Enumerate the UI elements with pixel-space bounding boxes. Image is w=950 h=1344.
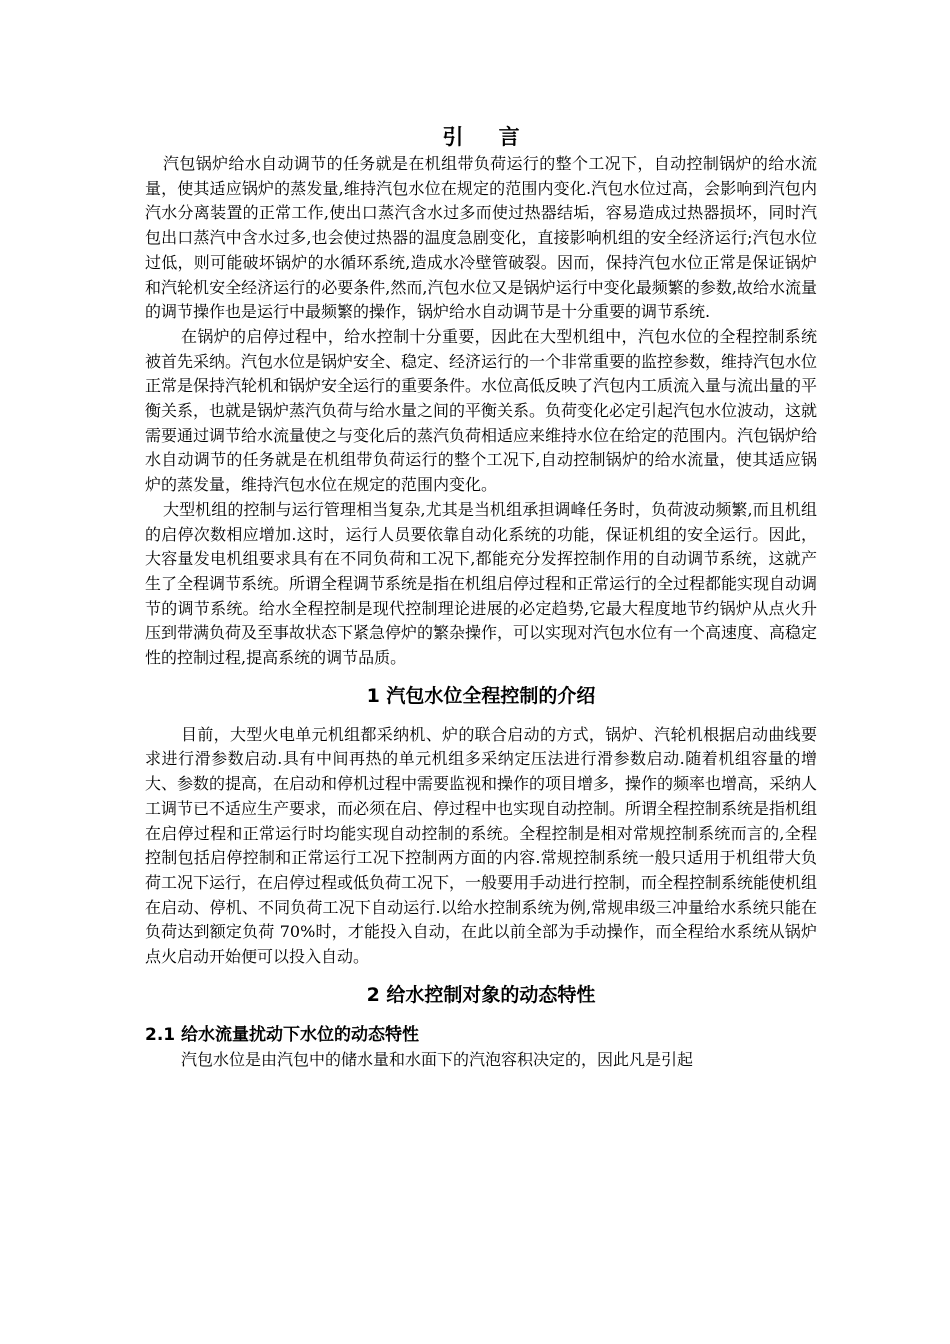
- intro-paragraph-1: 汽包锅炉给水自动调节的任务就是在机组带负荷运行的整个工况下，自动控制锅炉的给水流量，使其适应锅炉的蒸发量,维持汽包水位在规定的范围内变化.汽包水位过高，会影响到汽包内汽水分离装置的正常工作,使出口蒸汽含水过多而使过热器结垢，容易造成过热器损坏，同时汽包出口蒸汽中含水过多,也会使过热器的温度急剧变化，直接影响机组的安全经济运行;汽包水位过低，则可能破坏锅炉的水循环系统,造成水冷壁管破裂。因而，保持汽包水位正常是保证锅炉和汽轮机安全经济运行的必要条件,然而,汽包水位又是锅炉运行中变化最频繁的参数,故给水流量的调节操作也是运行中最频繁的操作，锅炉给水自动调节是十分重要的调节系统.: [145, 154, 817, 322]
- section-1-paragraph: 目前，大型火电单元机组都采纳机、炉的联合启动的方式，锅炉、汽轮机根据启动曲线要求进行滑参数启动.具有中间再热的单元机组多采纳定压法进行滑参数启动.随着机组容量的增大、参数的提高，在启动和停机过程中需要监视和操作的项目增多，操作的频率也增高，采纳人工调节已不适应生产要求，而必须在启、停过程中也实现自动控制。所谓全程控制系统是指机组在启停过程和正常运行时均能实现自动控制的系统。全程控制是相对常规控制系统而言的,全程控制包括启停控制和正常运行工况下控制两方面的内容.常规控制系统一般只适用于机组带大负荷工况下运行，在启停过程或低负荷工况下，一般要用手动进行控制，而全程控制系统能使机组在启动、停机、不同负荷工况下自动运行.以给水控制系统为例,常规串级三冲量给水系统只能在负荷达到额定负荷 70%时，才能投入自动，在此以前全部为手动操作，而全程给水系统从锅炉点火启动开始便可以投入自动。: [145, 724, 818, 967]
- section-1-heading: 1 汽包水位全程控制的介绍: [366, 684, 596, 707]
- document-title: 引 言: [442, 125, 534, 149]
- section-2-1-paragraph: 汽包水位是由汽包中的储水量和水面下的汽泡容积决定的，因此凡是引起: [181, 1049, 694, 1069]
- intro-paragraph-3: 大型机组的控制与运行管理相当复杂,尤其是当机组承担调峰任务时，负荷波动频繁,而且机组的启停次数相应增加.这时，运行人员要依靠自动化系统的功能，保证机组的安全运行。因此，大容量发电机组要求具有在不同负荷和工况下,都能充分发挥控制作用的自动调节系统，这就产生了全程调节系统。所谓全程调节系统是指在机组启停过程和正常运行的全过程都能实现自动调节的调节系统。给水全程控制是现代控制理论进展的必定趋势,它最大程度地节约锅炉从点火升压到带满负荷及至事故状态下紧急停炉的繁杂操作，可以实现对汽包水位有一个高速度、高稳定性的控制过程,提高系统的调节品质。: [145, 499, 818, 668]
- document-page: [145, 122, 817, 1073]
- section-2-heading: 2 给水控制对象的动态特性: [366, 983, 596, 1006]
- intro-paragraph-2: 在锅炉的启停过程中，给水控制十分重要，因此在大型机组中，汽包水位的全程控制系统被首先采纳。汽包水位是锅炉安全、稳定、经济运行的一个非常重要的监控参数，维持汽包水位正常是保持汽轮机和锅炉安全运行的重要条件。水位高低反映了汽包内工质流入量与流出量的平衡关系，也就是锅炉蒸汽负荷与给水量之间的平衡关系。负荷变化必定引起汽包水位波动，这就需要通过调节给水流量使之与变化后的蒸汽负荷相适应来维持水位在给定的范围内。汽包锅炉给水自动调节的任务就是在机组带负荷运行的整个工况下,自动控制锅炉的给水流量，使其适应锅炉的蒸发量，维持汽包水位在规定的范围内变化。: [145, 326, 818, 495]
- section-2-1-subheading: 2.1 给水流量扰动下水位的动态特性: [145, 1024, 420, 1045]
